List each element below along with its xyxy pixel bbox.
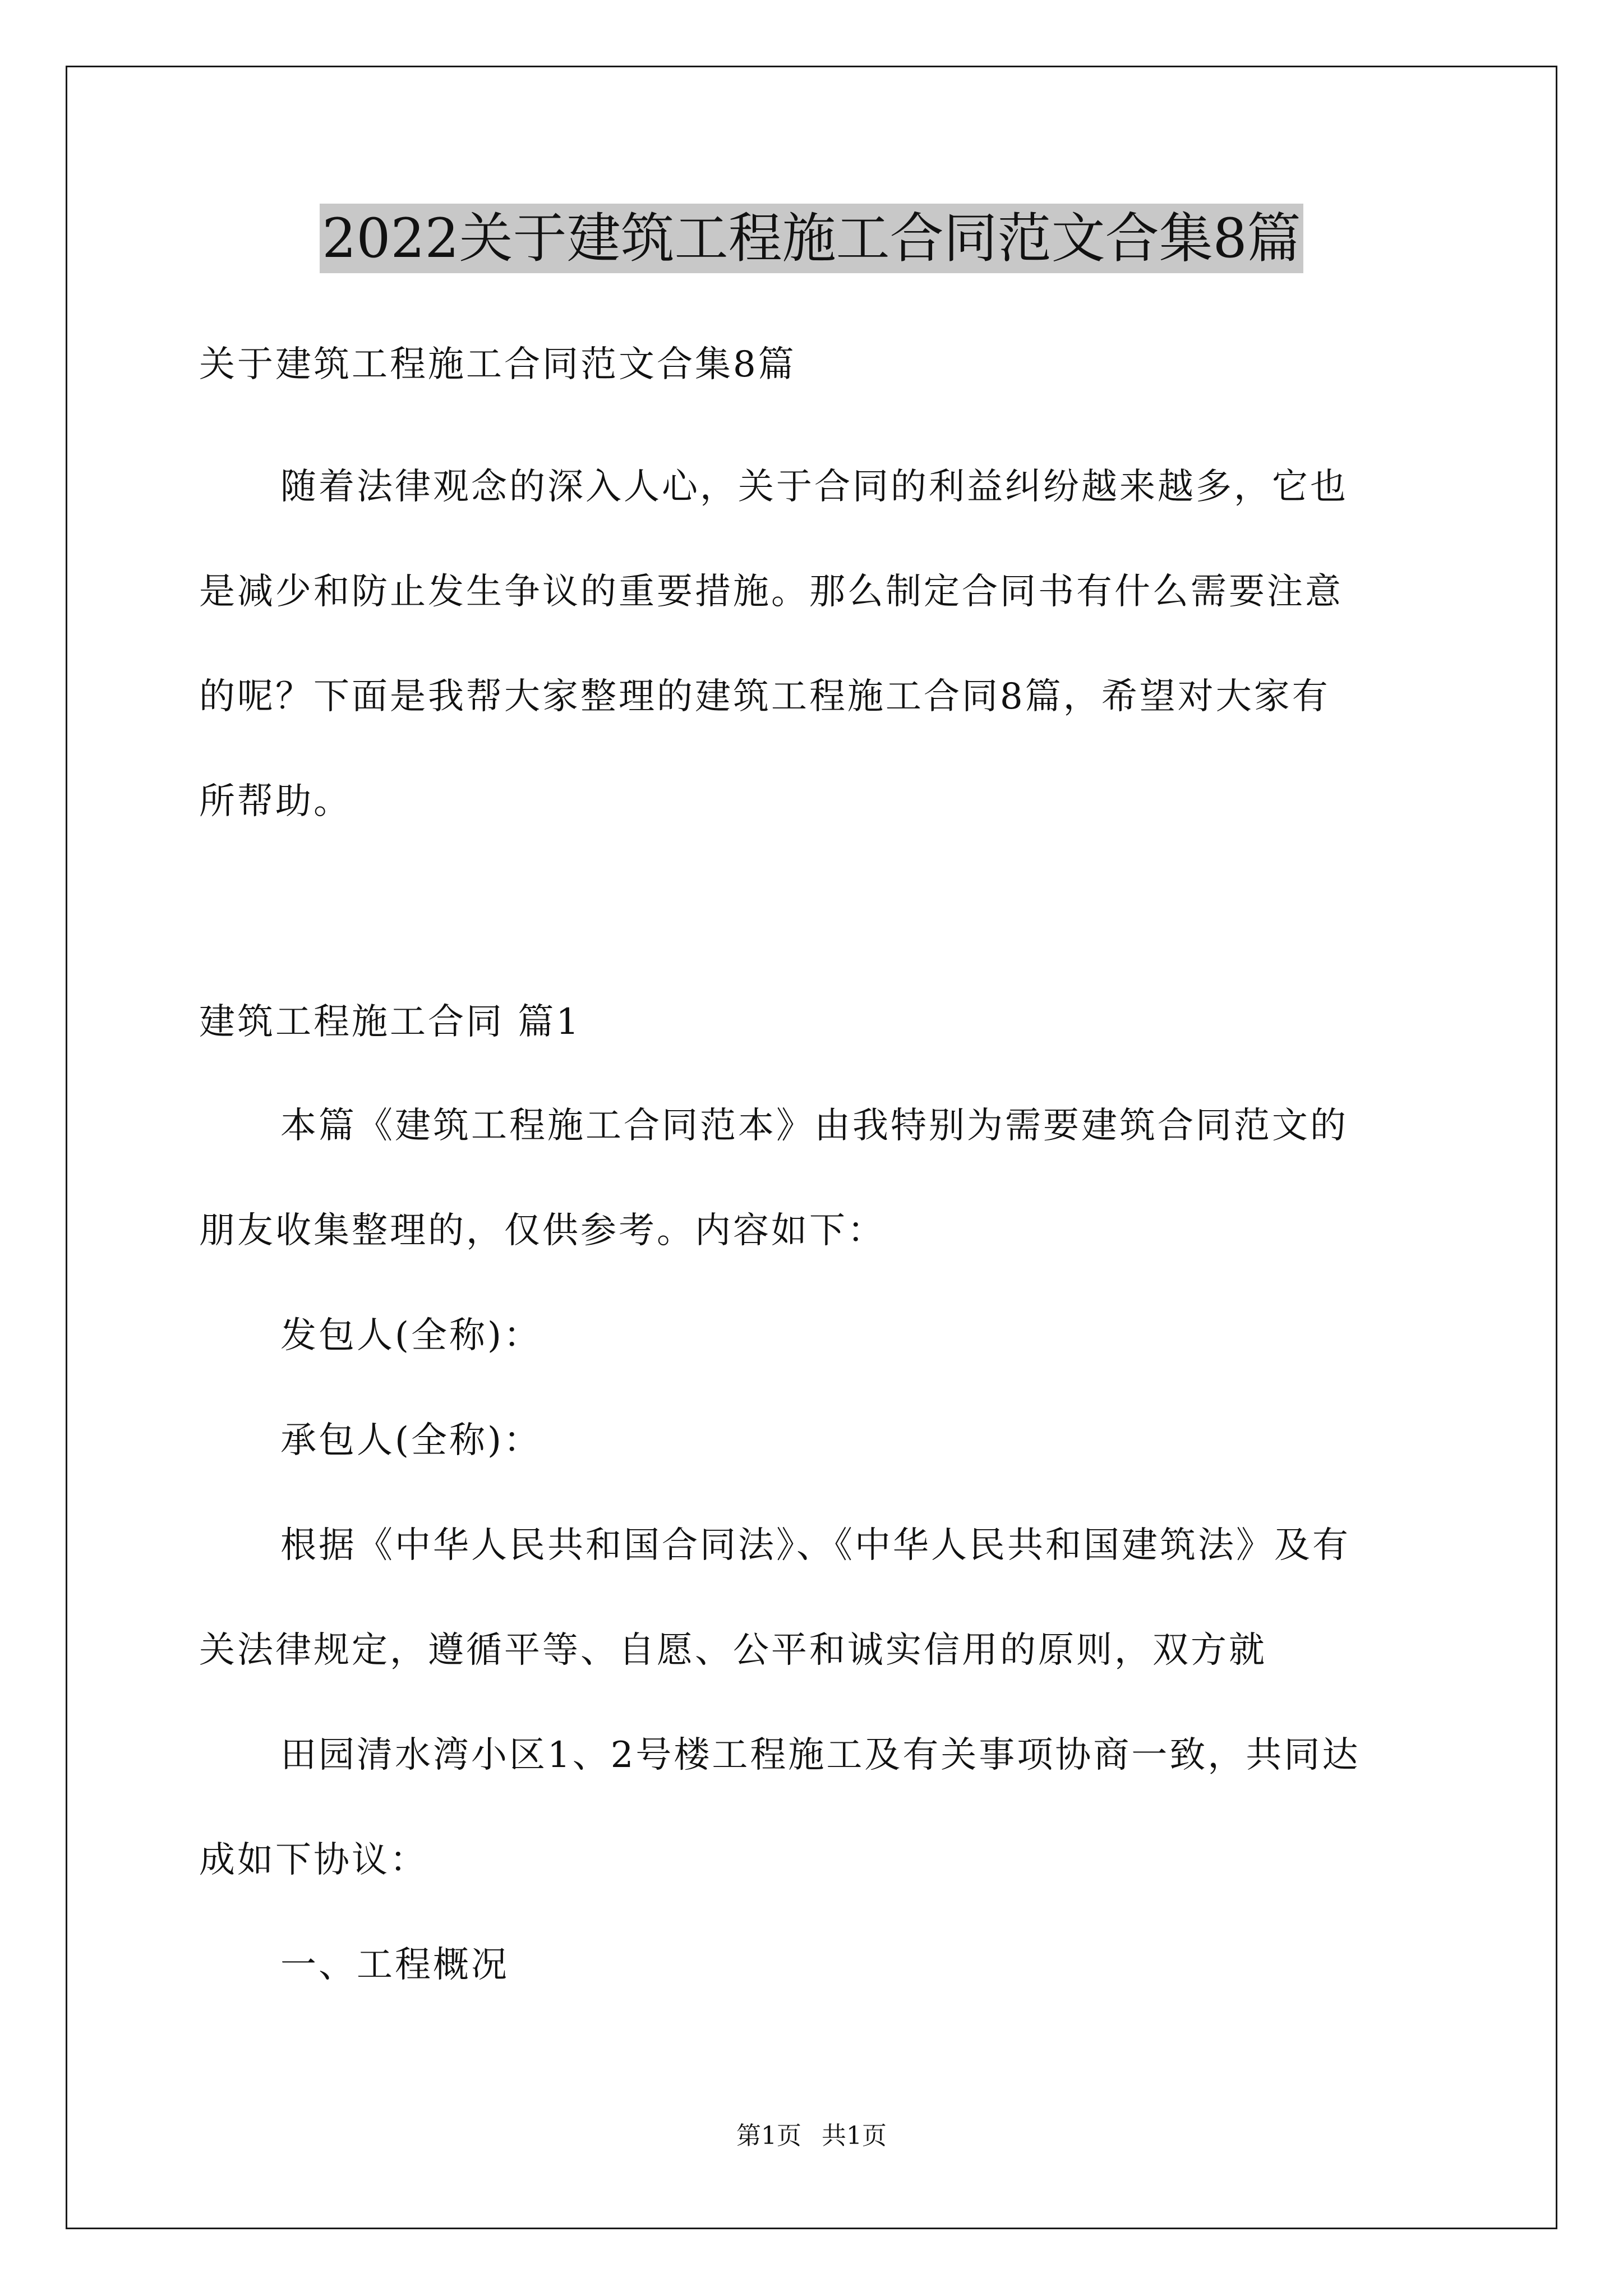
document-title-text: 2022关于建筑工程施工合同范文合集8篇 xyxy=(320,204,1303,273)
paragraph-line: 根据《中华人民共和国合同法》、《中华人民共和国建筑法》及有 xyxy=(280,1525,1350,1566)
paragraph-line: 是减少和防止发生争议的重要措施。那么制定合同书有什么需要注意 xyxy=(199,571,1343,613)
paragraph-line: 朋友收集整理的，仅供参考。内容如下： xyxy=(199,1210,886,1251)
paragraph-line: 田园清水湾小区1、2号楼工程施工及有关事项协商一致，共同达 xyxy=(280,1734,1361,1776)
paragraph-line: 关法律规定，遵循平等、自愿、公平和诚实信用的原则，双方就 xyxy=(199,1630,1267,1671)
subtitle-line: 关于建筑工程施工合同范文合集8篇 xyxy=(199,344,796,385)
paragraph-line: 成如下协议： xyxy=(199,1839,428,1881)
party-a-line: 发包人(全称)： xyxy=(280,1315,542,1356)
section-heading: 建筑工程施工合同 篇1 xyxy=(199,1001,582,1043)
paragraph-line: 所帮助。 xyxy=(199,781,352,822)
paragraph-line: 的呢？下面是我帮大家整理的建筑工程施工合同8篇，希望对大家有 xyxy=(199,676,1330,717)
document-title xyxy=(0,196,1623,280)
party-b-line: 承包人(全称)： xyxy=(280,1420,542,1461)
page-total: 共1页 xyxy=(822,2122,887,2150)
paragraph-line: 本篇《建筑工程施工合同范本》由我特别为需要建筑合同范文的 xyxy=(280,1105,1348,1147)
clause-heading: 一、工程概况 xyxy=(280,1944,509,1986)
paragraph-line: 随着法律观念的深入人心，关于合同的利益纠纷越来越多，它也 xyxy=(280,466,1348,508)
page-number: 第1页 xyxy=(736,2122,801,2150)
page-footer xyxy=(0,2119,1623,2153)
